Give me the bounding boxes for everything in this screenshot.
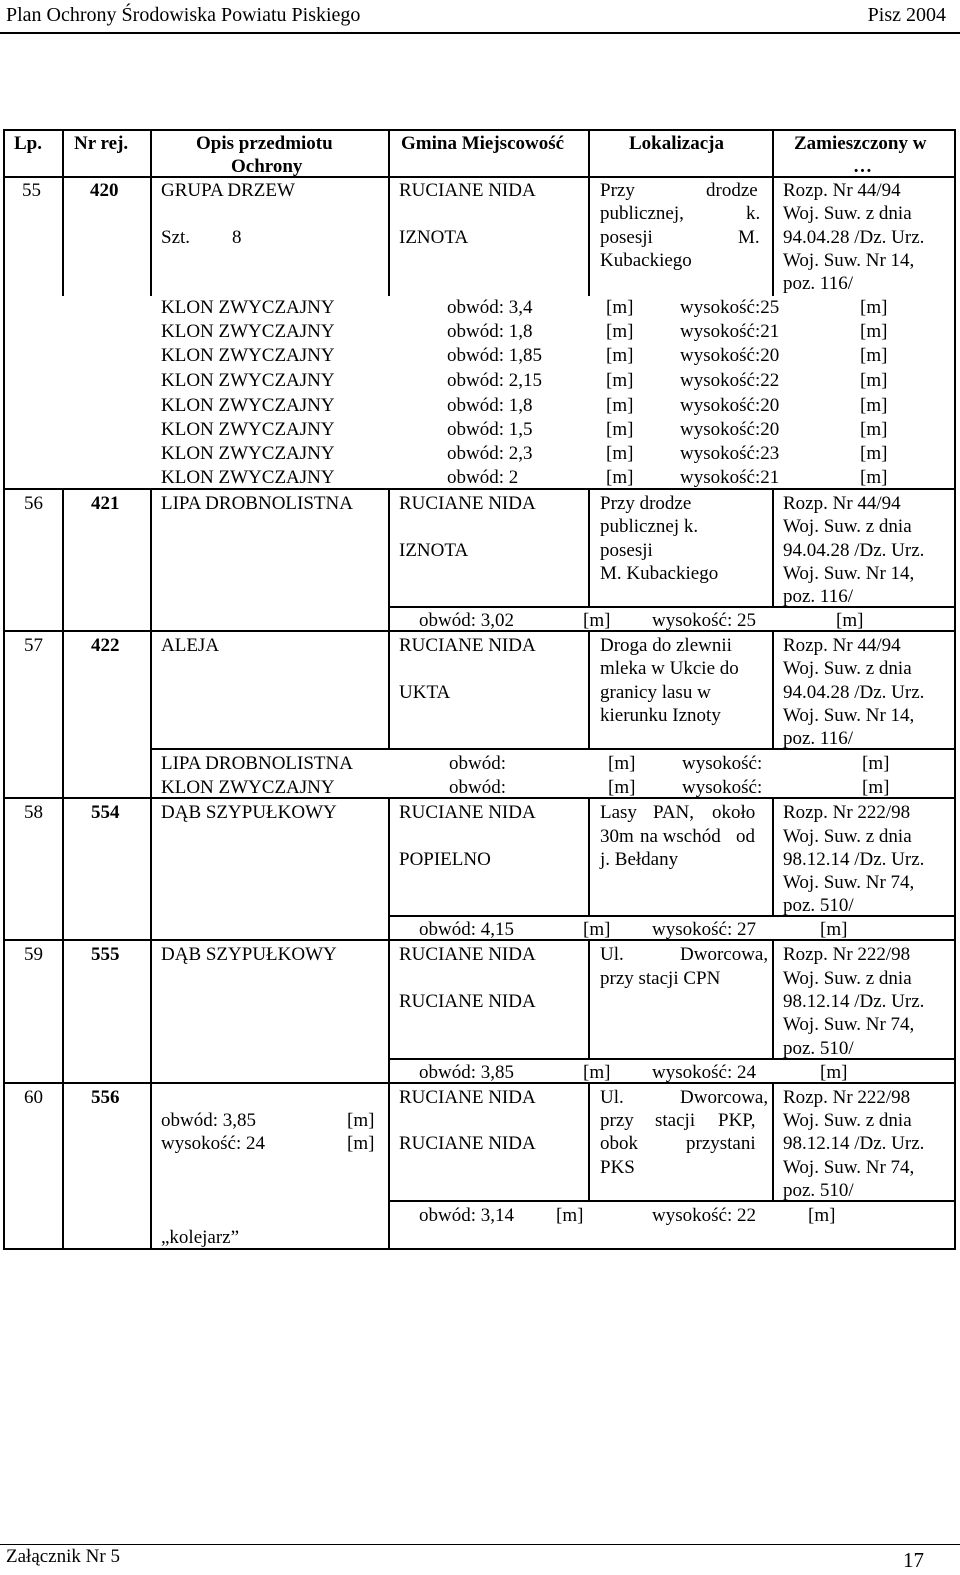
tree-wysokosc: wysokość: 24 [652,1062,756,1083]
row-nr: 422 [91,635,120,656]
table-rule [150,488,152,1248]
tree-unit: [m] [860,321,888,342]
row-lokalizacja: Droga do zlewnii [600,635,732,656]
row-opis-unit: [m] [347,1110,375,1131]
tree-unit: [m] [860,395,888,416]
row-nr: 421 [91,493,120,514]
tree-wysokosc: wysokość:21 [680,321,780,342]
tree-obwod: obwód: 3,85 [419,1062,514,1083]
tree-name: KLON ZWYCZAJNY [161,395,335,416]
row-opis: DĄB SZYPUŁKOWY [161,944,337,965]
page-header [0,0,960,34]
row-lokalizacja: PKP, [718,1110,756,1131]
tree-name: KLON ZWYCZAJNY [161,370,335,391]
row-zamieszczony: Rozp. Nr 44/94 [783,635,901,656]
tree-obwod: obwód: 3,4 [447,297,533,318]
row-miejscowosc: POPIELNO [399,849,491,870]
tree-unit: [m] [836,610,864,631]
tree-unit: [m] [606,395,634,416]
row-zamieszczony: Woj. Suw. Nr 74, [783,1014,915,1035]
tree-wysokosc: wysokość:22 [680,370,780,391]
col-header-lp: Lp. [14,133,42,154]
row-zamieszczony: 98.12.14 /Dz. Urz. [783,991,925,1012]
tree-unit: [m] [606,370,634,391]
tree-unit: [m] [808,1205,836,1226]
row-lokalizacja: j. Bełdany [600,849,679,870]
tree-unit: [m] [860,370,888,391]
row-lokalizacja: od [736,826,755,847]
row-miejscowosc: UKTA [399,682,451,703]
row-lokalizacja: Dworcowa, [680,1087,769,1108]
tree-wysokosc: wysokość:25 [680,297,780,318]
row-lokalizacja: k. [746,203,761,224]
tree-obwod: obwód: [449,777,506,798]
table-rule [772,797,774,915]
row-nr: 556 [91,1087,120,1108]
tree-wysokosc: wysokość:23 [680,443,780,464]
row-zamieszczony: poz. 510/ [783,1038,854,1059]
tree-name: LIPA DROBNOLISTNA [161,753,353,774]
row-zamieszczony: Woj. Suw. Nr 14, [783,250,915,271]
row-lp: 56 [24,493,43,514]
tree-unit: [m] [608,753,636,774]
row-lokalizacja: publicznej, [600,203,684,224]
tree-name: KLON ZWYCZAJNY [161,777,335,798]
header-year: Pisz 2004 [867,4,946,26]
row-gmina: RUCIANE NIDA [399,802,536,823]
tree-wysokosc: wysokość:21 [680,467,780,488]
table-rule [772,129,774,296]
tree-unit: [m] [608,777,636,798]
col-header-lokalizacja: Lokalizacja [629,133,724,154]
row-opis: Szt. [161,227,191,248]
tree-unit: [m] [606,419,634,440]
tree-wysokosc: wysokość:20 [680,345,780,366]
row-zamieszczony: 94.04.28 /Dz. Urz. [783,682,925,703]
row-miejscowosc: RUCIANE NIDA [399,991,536,1012]
tree-unit: [m] [583,1062,611,1083]
row-opis: DĄB SZYPUŁKOWY [161,802,337,823]
table-rule [388,915,956,917]
header-rule [0,32,960,34]
tree-wysokosc: wysokość: [682,777,763,798]
row-zamieszczony: Woj. Suw. z dnia [783,658,912,679]
table-rule [3,129,5,1250]
table-rule [772,630,774,748]
row-lokalizacja: przystani [686,1133,756,1154]
tree-unit: [m] [606,345,634,366]
row-opis: „kolejarz” [161,1227,240,1248]
row-zamieszczony: poz. 116/ [783,586,854,607]
tree-unit: [m] [820,1062,848,1083]
row-zamieszczony: Rozp. Nr 44/94 [783,493,901,514]
row-nr: 554 [91,802,120,823]
col-header-zamieszczony: … [853,156,872,177]
footer-annex: Załącznik Nr 5 [6,1546,120,1567]
row-gmina: RUCIANE NIDA [399,944,536,965]
row-lokalizacja: stacji [655,1110,696,1131]
tree-unit: [m] [862,753,890,774]
tree-wysokosc: wysokość: 27 [652,919,756,940]
row-zamieszczony: Woj. Suw. Nr 14, [783,705,915,726]
tree-obwod: obwód: 2 [447,467,519,488]
row-lokalizacja: Dworcowa, [680,944,769,965]
row-lokalizacja: posesji [600,227,653,248]
row-lokalizacja: kierunku Iznoty [600,705,721,726]
table-rule [588,488,590,606]
row-opis-wysokosc: wysokość: 24 [161,1133,265,1154]
row-lokalizacja: Lasy [600,802,637,823]
row-lokalizacja: mleka w Ukcie do [600,658,739,679]
row-zamieszczony: 94.04.28 /Dz. Urz. [783,540,925,561]
tree-obwod: obwód: 1,5 [447,419,533,440]
tree-obwod: obwód: 1,85 [447,345,542,366]
row-lp: 55 [22,180,41,201]
tree-unit: [m] [583,919,611,940]
row-zamieszczony: Woj. Suw. z dnia [783,968,912,989]
row-zamieszczony: 98.12.14 /Dz. Urz. [783,1133,925,1154]
tree-wysokosc: wysokość:20 [680,419,780,440]
tree-obwod: obwód: 1,8 [447,395,533,416]
table-rule [3,129,956,131]
row-lokalizacja: Ul. [600,1087,624,1108]
row-opis: 8 [232,227,242,248]
table-rule [388,1200,956,1202]
row-lokalizacja: około [712,802,756,823]
tree-unit: [m] [860,419,888,440]
table-rule [588,1082,590,1200]
row-lokalizacja: publicznej k. [600,516,699,537]
table-rule [388,129,390,296]
tree-obwod: obwód: 2,15 [447,370,542,391]
row-lokalizacja: obok [600,1133,638,1154]
row-zamieszczony: Woj. Suw. z dnia [783,203,912,224]
table-rule [62,129,64,296]
row-opis: LIPA DROBNOLISTNA [161,493,353,514]
tree-name: KLON ZWYCZAJNY [161,467,335,488]
tree-obwod: obwód: 1,8 [447,321,533,342]
row-miejscowosc: IZNOTA [399,540,469,561]
row-lokalizacja: M. Kubackiego [600,563,719,584]
tree-name: KLON ZWYCZAJNY [161,345,335,366]
tree-unit: [m] [556,1205,584,1226]
col-header-opis: Opis przedmiotu [196,133,333,154]
tree-unit: [m] [583,610,611,631]
table-rule [3,1248,956,1250]
table-rule [388,606,956,608]
table-rule [62,488,64,1248]
table-rule [772,1082,774,1200]
tree-wysokosc: wysokość: [682,753,763,774]
tree-unit: [m] [860,467,888,488]
row-zamieszczony: Woj. Suw. Nr 14, [783,563,915,584]
tree-unit: [m] [606,443,634,464]
tree-obwod: obwód: [449,753,506,774]
table-rule [772,939,774,1058]
footer-rule [0,1544,960,1545]
table-rule [3,176,956,178]
row-gmina: RUCIANE NIDA [399,180,536,201]
tree-name: KLON ZWYCZAJNY [161,321,335,342]
row-miejscowosc: IZNOTA [399,227,469,248]
row-zamieszczony: poz. 116/ [783,728,854,749]
row-lokalizacja: Przy [600,180,635,201]
row-lokalizacja: PAN, [653,802,695,823]
row-zamieszczony: Woj. Suw. Nr 74, [783,872,915,893]
tree-name: KLON ZWYCZAJNY [161,419,335,440]
row-lokalizacja: drodze [706,180,758,201]
row-zamieszczony: Woj. Suw. z dnia [783,516,912,537]
row-opis: GRUPA DRZEW [161,180,295,201]
row-zamieszczony: Woj. Suw. z dnia [783,1110,912,1131]
row-lokalizacja: Kubackiego [600,250,692,271]
tree-unit: [m] [862,777,890,798]
tree-wysokosc: wysokość:20 [680,395,780,416]
tree-unit: [m] [860,443,888,464]
row-lokalizacja: na wschód [640,826,721,847]
row-zamieszczony: Rozp. Nr 222/98 [783,944,911,965]
row-opis-obwod: obwód: 3,85 [161,1110,256,1131]
row-lp: 60 [24,1087,43,1108]
row-lokalizacja: posesji [600,540,653,561]
tree-obwod: obwód: 3,02 [419,610,514,631]
table-rule [588,939,590,1058]
row-lp: 59 [24,944,43,965]
row-lokalizacja: przy [600,1110,634,1131]
row-zamieszczony: Rozp. Nr 222/98 [783,802,911,823]
table-rule [954,129,956,1250]
row-miejscowosc: RUCIANE NIDA [399,1133,536,1154]
tree-name: KLON ZWYCZAJNY [161,443,335,464]
row-lokalizacja: PKS [600,1157,635,1178]
col-header-opis: Ochrony [231,156,303,177]
row-lokalizacja: Ul. [600,944,624,965]
tree-obwod: obwód: 3,14 [419,1205,514,1226]
row-gmina: RUCIANE NIDA [399,1087,536,1108]
tree-wysokosc: wysokość: 22 [652,1205,756,1226]
tree-unit: [m] [606,467,634,488]
col-header-gmina: Gmina Miejscowość [401,133,565,154]
tree-unit: [m] [820,919,848,940]
tree-unit: [m] [860,345,888,366]
table-rule [588,129,590,296]
header-title: Plan Ochrony Środowiska Powiatu Piskiego [6,4,361,26]
tree-obwod: obwód: 2,3 [447,443,533,464]
row-lokalizacja: granicy lasu w [600,682,711,703]
row-lp: 57 [24,635,43,656]
row-lokalizacja: M. [738,227,760,248]
row-opis-unit: [m] [347,1133,375,1154]
row-zamieszczony: poz. 510/ [783,895,854,916]
row-gmina: RUCIANE NIDA [399,635,536,656]
row-zamieszczony: Woj. Suw. Nr 74, [783,1157,915,1178]
tree-wysokosc: wysokość: 25 [652,610,756,631]
row-zamieszczony: poz. 116/ [783,273,854,294]
tree-obwod: obwód: 4,15 [419,919,514,940]
row-lokalizacja: 30m [600,826,634,847]
table-rule [588,797,590,915]
row-nr: 420 [90,180,119,201]
row-zamieszczony: 98.12.14 /Dz. Urz. [783,849,925,870]
table-rule [588,630,590,748]
row-opis: ALEJA [161,635,220,656]
row-gmina: RUCIANE NIDA [399,493,536,514]
row-zamieszczony: poz. 510/ [783,1180,854,1201]
row-nr: 555 [91,944,120,965]
row-zamieszczony: Rozp. Nr 44/94 [783,180,901,201]
table-rule [388,488,390,748]
tree-unit: [m] [606,297,634,318]
tree-unit: [m] [606,321,634,342]
col-header-zamieszczony: Zamieszczony w [794,133,927,154]
row-lokalizacja: przy stacji CPN [600,968,721,989]
tree-name: KLON ZWYCZAJNY [161,297,335,318]
col-header-nr: Nr rej. [74,133,129,154]
table-rule [150,129,152,296]
row-lokalizacja: Przy drodze [600,493,692,514]
row-lp: 58 [24,802,43,823]
row-zamieszczony: 94.04.28 /Dz. Urz. [783,227,925,248]
table-rule [388,797,390,1248]
page-number: 17 [903,1548,924,1572]
tree-unit: [m] [860,297,888,318]
table-rule [388,1058,956,1060]
row-zamieszczony: Woj. Suw. z dnia [783,826,912,847]
table-rule [772,488,774,606]
row-zamieszczony: Rozp. Nr 222/98 [783,1087,911,1108]
